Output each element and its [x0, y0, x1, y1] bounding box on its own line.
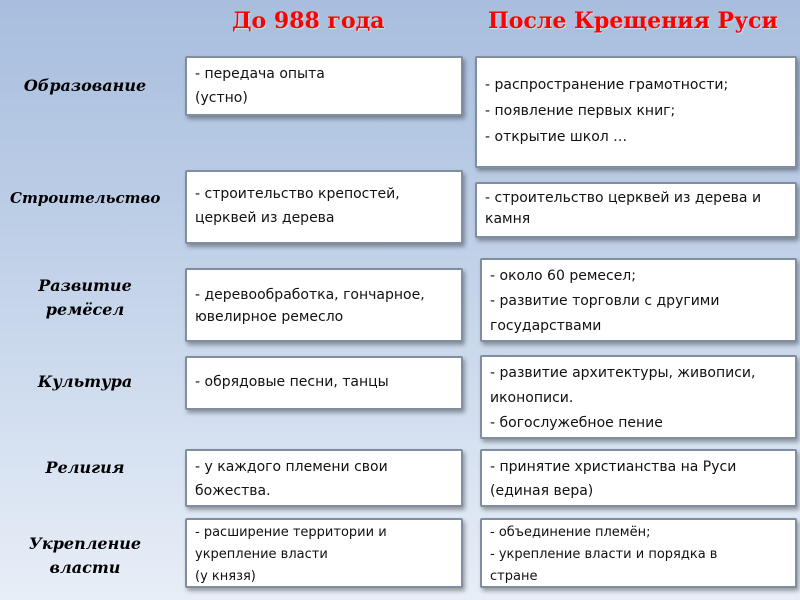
cell-line: - у каждого племени свои	[195, 459, 388, 475]
column-header-after-baptism: После Крещения Руси	[488, 8, 778, 34]
cell-education-after	[475, 56, 797, 168]
cell-education-before	[185, 56, 463, 116]
row-label-culture	[10, 370, 160, 394]
cell-construction-after	[475, 182, 797, 238]
cell-line: - расширение территории и	[195, 525, 387, 540]
cell-line: - строительство церквей из дерева и	[485, 190, 762, 206]
row-label-line: власти	[49, 558, 121, 577]
cell-power-after	[480, 518, 797, 588]
cell-line: - укрепление власти и порядка в	[490, 547, 718, 562]
cell-line: - передача опыта	[195, 66, 325, 82]
cell-line: - распространение грамотности;	[485, 77, 729, 93]
cell-culture-before	[185, 356, 463, 410]
cell-line: (устно)	[195, 90, 248, 106]
cell-line: - богослужебное пение	[490, 415, 663, 431]
row-label-line: Развитие	[38, 276, 132, 295]
cell-line: - развитие архитектуры, живописи,	[490, 365, 756, 381]
cell-line: - открытие школ …	[485, 129, 628, 145]
cell-line: стране	[490, 569, 538, 584]
cell-line: (единая вера)	[490, 483, 594, 499]
cell-line: церквей из дерева	[195, 210, 335, 226]
cell-line: - объединение племён;	[490, 525, 651, 540]
cell-power-before	[185, 518, 463, 588]
cell-crafts-before	[185, 268, 463, 342]
cell-crafts-after	[480, 258, 797, 342]
row-label-line: Строительство	[10, 189, 161, 207]
cell-religion-after	[480, 449, 797, 507]
row-label-construction	[10, 186, 160, 210]
cell-line: ювелирное ремесло	[195, 309, 344, 325]
cell-construction-before	[185, 170, 463, 244]
cell-line: камня	[485, 211, 531, 227]
cell-line: (у князя)	[195, 569, 256, 584]
row-label-line: Образование	[23, 76, 147, 95]
cell-line: божества.	[195, 483, 271, 499]
row-label-religion	[10, 456, 160, 480]
row-label-line: Религия	[45, 458, 125, 477]
cell-line: - деревообработка, гончарное,	[195, 287, 425, 303]
cell-line: - развитие торговли с другими	[490, 293, 720, 309]
row-label-crafts	[10, 274, 160, 322]
cell-line: - около 60 ремесел;	[490, 268, 636, 284]
cell-religion-before	[185, 449, 463, 507]
cell-line: - обрядовые песни, танцы	[195, 374, 389, 390]
row-label-power	[10, 532, 160, 580]
row-label-education	[10, 74, 160, 98]
cell-line: - появление первых книг;	[485, 103, 676, 119]
cell-culture-after	[480, 355, 797, 439]
cell-line: - строительство крепостей,	[195, 186, 400, 202]
row-label-line: ремёсел	[45, 300, 125, 319]
row-label-line: Укрепление	[28, 534, 142, 553]
cell-line: иконописи.	[490, 390, 574, 406]
column-header-before-988: До 988 года	[232, 8, 385, 34]
row-label-line: Культура	[37, 372, 133, 391]
cell-line: - принятие христианства на Руси	[490, 459, 737, 475]
cell-line: укрепление власти	[195, 547, 328, 562]
cell-line: государствами	[490, 318, 602, 334]
